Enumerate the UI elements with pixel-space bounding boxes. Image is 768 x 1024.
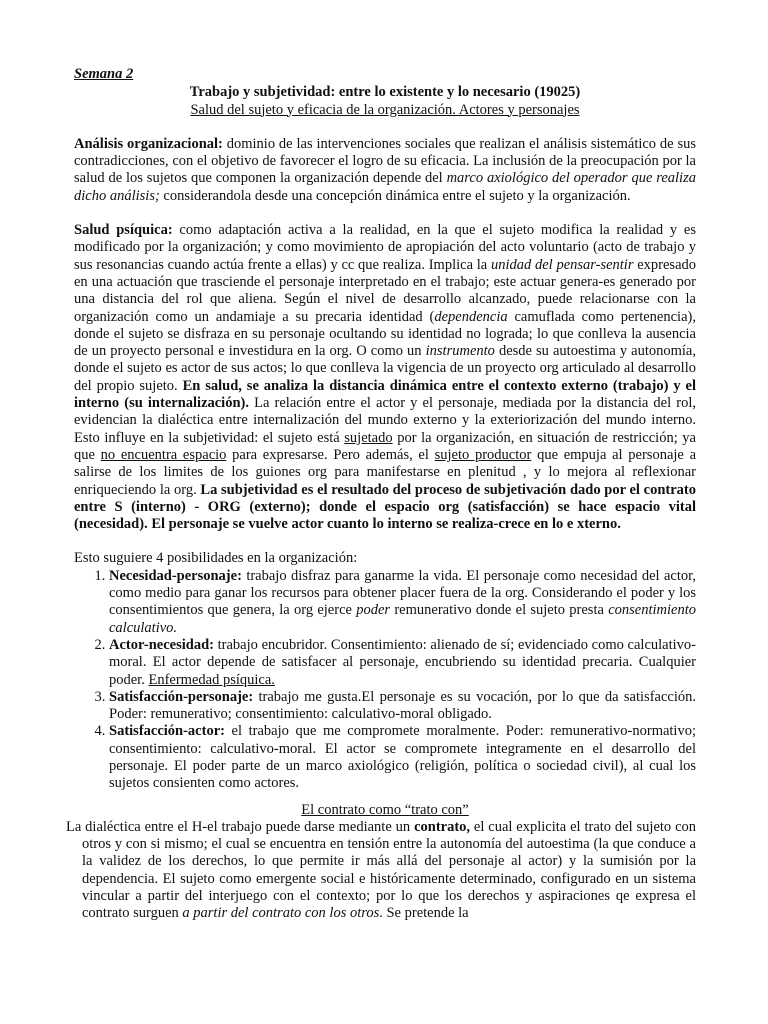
- spacer: [74, 119, 696, 136]
- underlined-text: Enfermedad psíquica.: [148, 671, 275, 688]
- list-item: [109, 723, 696, 792]
- text: trabajo disfraz para ganarme la vida. El personaje como necesidad del actor, como medio para ganar los recursos para obtener placer fuera de la org. Considerando el poder y los consentimientos que genera, la org ejerce: [109, 567, 696, 619]
- bold-text: En salud, se analiza la distancia dinámica entre el contexto externo (trabajo) y el interno (su internalización).: [74, 377, 697, 412]
- document-title: Trabajo y subjetividad: entre lo existente y lo necesario (19025): [189, 84, 581, 101]
- italic-text: unidad del pensar-sentir: [490, 256, 634, 273]
- text: . Se pretende la: [379, 905, 469, 922]
- paragraph-organizational-analysis: [74, 136, 696, 205]
- term: Análisis organizacional:: [74, 135, 223, 152]
- bold-text: contrato,: [414, 818, 471, 835]
- text: La relación entre el actor y el personaje, mediada por la distancia del rol, evidencian la dialéctica entre internalización del mundo externo y la exteriorización del mundo interno. Esto influye en la subjetividad: el sujeto está: [74, 395, 696, 446]
- text: el cual explicita el trato del sujeto con otros y con si mismo; el cual se encuentra en tensión entre la autonomía del autoestima (la que conduce a la validez de los derechos, lo que permite ir más allá del personaje al actor) y la sumisión por la dependencia. El sujeto como emergente social e históricamente determinado, configurado en un sistema vincular a partir del interjuego con el contexto; por lo que los derechos y aspiraciones qe expresa el contrato surguen: [82, 818, 697, 922]
- text: el trabajo que me compromete moralmente. Poder: remunerativo-normativo; consentimiento: calculativo-moral. El actor se compromete integramente en el desarrollo del personaje. El poder parte de un marco axiológico (religión, política o sociedad civil), al cual los sujetos consienten como actores.: [109, 723, 696, 792]
- italic-text: instrumento: [425, 343, 495, 360]
- term: Satisfacción-actor:: [109, 723, 225, 740]
- text: expresado en una actuación que trasciende el personaje interpretado en el trabajo; este actuar genera-es generado por una distancia del rol que aliena. Según el nivel de desarrollo alcanzado, puede relacionarse con la organización como un andamiaje a su precaria identidad (: [74, 256, 697, 325]
- italic-text: poder: [356, 602, 391, 619]
- italic-text: marco axiológico del operador que realiza dicho análisis;: [74, 170, 696, 204]
- text: considerandola desde una concepción dinámica entre el sujeto y la organización.: [159, 187, 631, 204]
- term: Salud psíquica:: [74, 222, 173, 239]
- possibilities-list: [74, 568, 696, 793]
- text: como adaptación activa a la realidad, en la que el sujeto modifica la realidad y es modificado por la organización; y como movimiento de apropiación del acto voluntario (acto de trabajo y sus resonancias cuando actúa frente a ellas) y cc que realiza. Implica la: [74, 222, 696, 273]
- text: que empuja al personaje a salirse de los limites de los guiones org para manifestarse en plenitud , y lo mejora al reflexionar enriqueciendo la org.: [74, 446, 696, 498]
- spacer: [74, 205, 696, 222]
- underlined-text: no encuentra espacio: [100, 446, 227, 463]
- text: remunerativo donde el sujeto presta: [390, 602, 609, 619]
- section-title-contract: El contrato como “trato con”: [301, 801, 469, 818]
- text: trabajo me gusta.El personaje es su vocación, por lo que da satisfacción. Poder: remunerativo; consentimiento: calculativo-moral obligado.: [109, 688, 696, 723]
- document-subtitle: Salud del sujeto y eficacia de la organización. Actores y personajes: [190, 101, 580, 118]
- italic-text: dependencia: [434, 308, 508, 325]
- underlined-text: sujetado: [344, 429, 393, 446]
- bold-text: La subjetividad es el resultado del proceso de subjetivación dado por el contrato entre S (interno) - ORG (externo); donde el espacio org (satisfacción) se hace espacio vital (necesidad). El personaje se vuelve actor cuanto lo interno se realiza-crece en lo e xterno.: [74, 481, 696, 533]
- spacer: [74, 533, 696, 550]
- list-item: [109, 568, 696, 637]
- text: camuflada como pertenencia), donde el sujeto se disfraza en su personaje ocultando su identidad no lograda; lo que conlleva la ausencia de un proyecto personal e investidura en la org. O como un: [74, 308, 696, 360]
- term: Satisfacción-personaje:: [109, 688, 254, 705]
- italic-text: consentimiento calculativo.: [109, 602, 696, 636]
- list-intro: Esto suguiere 4 posibilidades en la organización:: [74, 550, 358, 567]
- paragraph-contract: [66, 819, 696, 923]
- list-item: [109, 689, 696, 724]
- term: Necesidad-personaje:: [109, 567, 242, 584]
- italic-text: a partir del contrato con los otros: [182, 905, 380, 922]
- text: para expresarse. Pero además, el: [226, 446, 435, 463]
- text: por la organización, en situación de restricción; ya que: [74, 429, 696, 463]
- text: desde su autoestima y autonomía, donde el sujeto es actor de sus actos; lo que conlleva la vigencia de un proyecto org articulado al desarrollo del propio sujeto.: [74, 343, 696, 394]
- text: La dialéctica entre el H-el trabajo puede darse mediante un: [66, 818, 415, 835]
- underlined-text: sujeto productor: [434, 446, 532, 463]
- list-item: [109, 637, 696, 689]
- paragraph-psychic-health: [74, 222, 696, 533]
- week-label: Semana 2: [74, 66, 134, 82]
- text: dominio de las intervenciones sociales que realizan el análisis sistemático de sus contradicciones, con el objetivo de favorecer el logro de su eficacia. La inclusión de la preocupación por la salud de los sujetos que componen la organización depende del: [74, 135, 696, 187]
- text: trabajo encubridor. Consentimiento: alienado de sí; evidenciado como calculativo-moral. El actor depende de satisfacer al personaje, encubriendo su identidad precaria. Cualquier poder.: [109, 636, 696, 688]
- term: Actor-necesidad:: [109, 636, 214, 653]
